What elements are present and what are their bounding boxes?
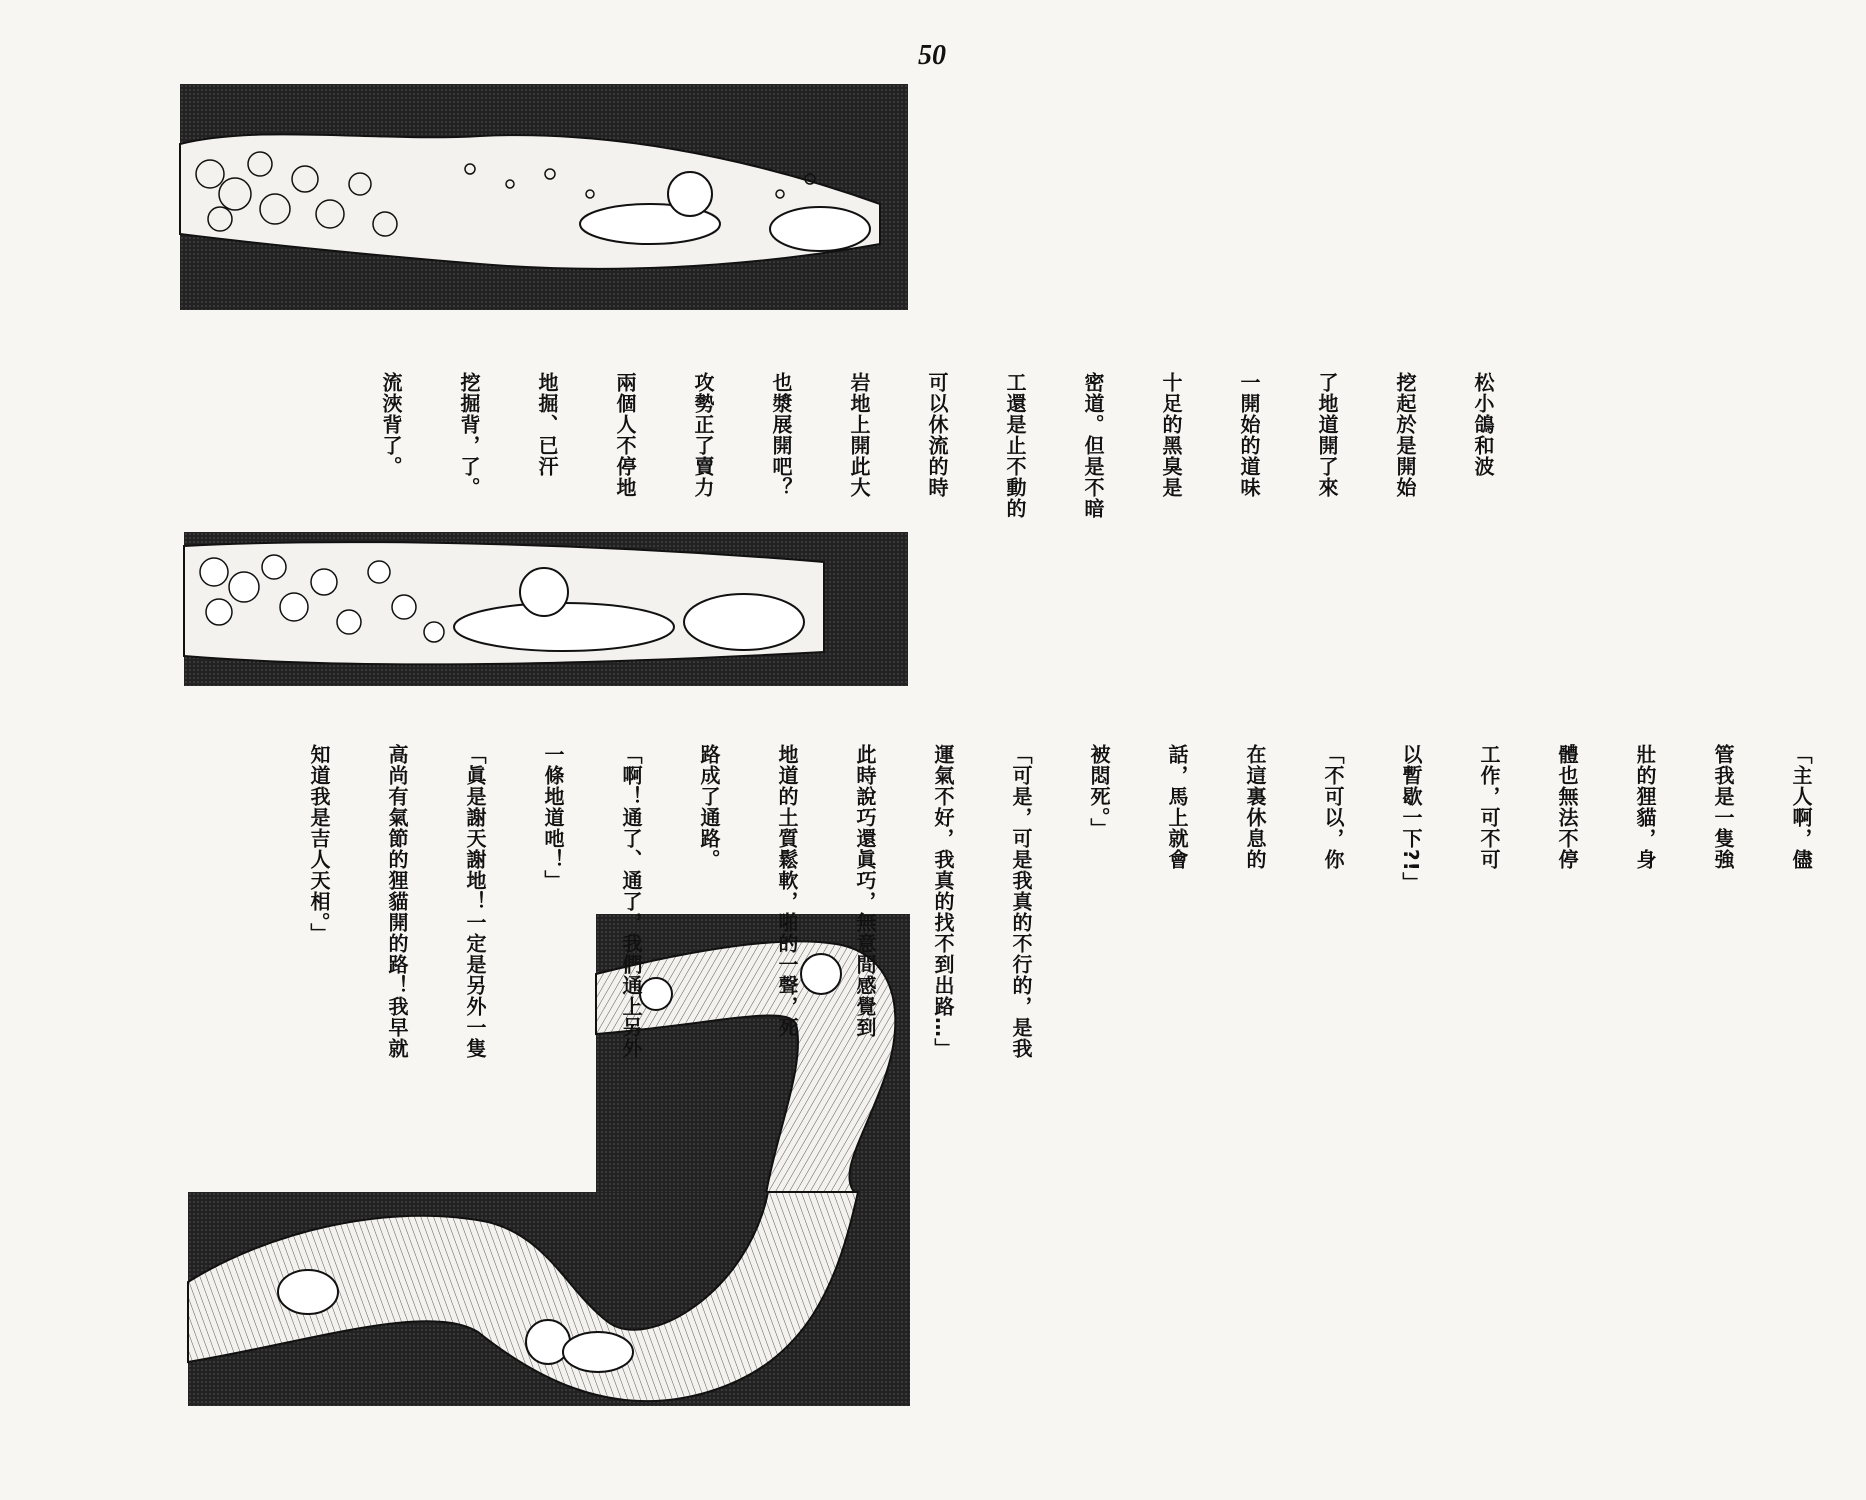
panel-tunnel-crawl bbox=[180, 84, 908, 310]
text-line: 十足的黑臭是 bbox=[1159, 372, 1183, 498]
narration-block-1 bbox=[352, 372, 1548, 519]
text-line: 一條地道吔！」 bbox=[541, 744, 565, 891]
text-line: 高尚有氣節的狸貓開的路！我早就 bbox=[385, 744, 409, 1059]
panel-tunnel-rest bbox=[184, 532, 908, 686]
text-line: 被悶死。」 bbox=[1087, 744, 1111, 839]
text-line: 體也無法不停 bbox=[1555, 744, 1579, 870]
text-line: 此時說巧還眞巧，無意間感覺到 bbox=[853, 744, 877, 1038]
text-line: 流浹背了。 bbox=[379, 372, 403, 477]
text-line: 攻勢正了賣力 bbox=[691, 372, 715, 498]
text-line: 岩地上開此大 bbox=[847, 372, 871, 498]
text-line: 兩個人不停地 bbox=[613, 372, 637, 498]
text-line: 知道我是吉人天相。」 bbox=[307, 744, 331, 944]
text-line: 挖掘背，了。 bbox=[457, 372, 481, 498]
text-line: 「啊！通了、通了，我們通上另外 bbox=[619, 744, 643, 1059]
text-line: 管我是一隻強 bbox=[1711, 744, 1735, 870]
text-line: 松小鴿和波 bbox=[1471, 372, 1495, 477]
text-line: 地道的土質鬆軟，啪的一聲，死 bbox=[775, 744, 799, 1038]
text-line: 工還是止不動的 bbox=[1003, 372, 1027, 519]
text-line: 「主人啊，儘 bbox=[1789, 744, 1813, 870]
text-line: 挖起於是開始 bbox=[1393, 372, 1417, 498]
text-line: 了地道開了來 bbox=[1315, 372, 1339, 498]
text-line: 工作，可不可 bbox=[1477, 744, 1501, 870]
text-line: 「不可以，你 bbox=[1321, 744, 1345, 870]
text-line: 以暫歇一下?!」 bbox=[1399, 744, 1423, 893]
text-line: 壯的狸貓，身 bbox=[1633, 744, 1657, 870]
text-line: 地掘、已汗 bbox=[535, 372, 559, 477]
text-line: 「眞是謝天謝地！一定是另外一隻 bbox=[463, 744, 487, 1059]
text-line: 「可是，可是我真的不行的，是我 bbox=[1009, 744, 1033, 1059]
text-line: 在這裏休息的 bbox=[1243, 744, 1267, 870]
text-line: 可以休流的時 bbox=[925, 372, 949, 498]
page-number: 50 bbox=[918, 40, 946, 71]
text-line: 密道。但是不暗 bbox=[1081, 372, 1105, 519]
dialogue-block-2 bbox=[280, 744, 1866, 1164]
text-line: 也漿展開吧？ bbox=[769, 372, 793, 498]
panel-tunnel-bend-lower bbox=[188, 1192, 910, 1406]
text-line: 路成了通路。 bbox=[697, 744, 721, 870]
text-line: 運氣不好，我真的找不到出路…」 bbox=[931, 744, 955, 1059]
text-line: 一開始的道味 bbox=[1237, 372, 1261, 498]
text-line: 話，馬上就會 bbox=[1165, 744, 1189, 870]
